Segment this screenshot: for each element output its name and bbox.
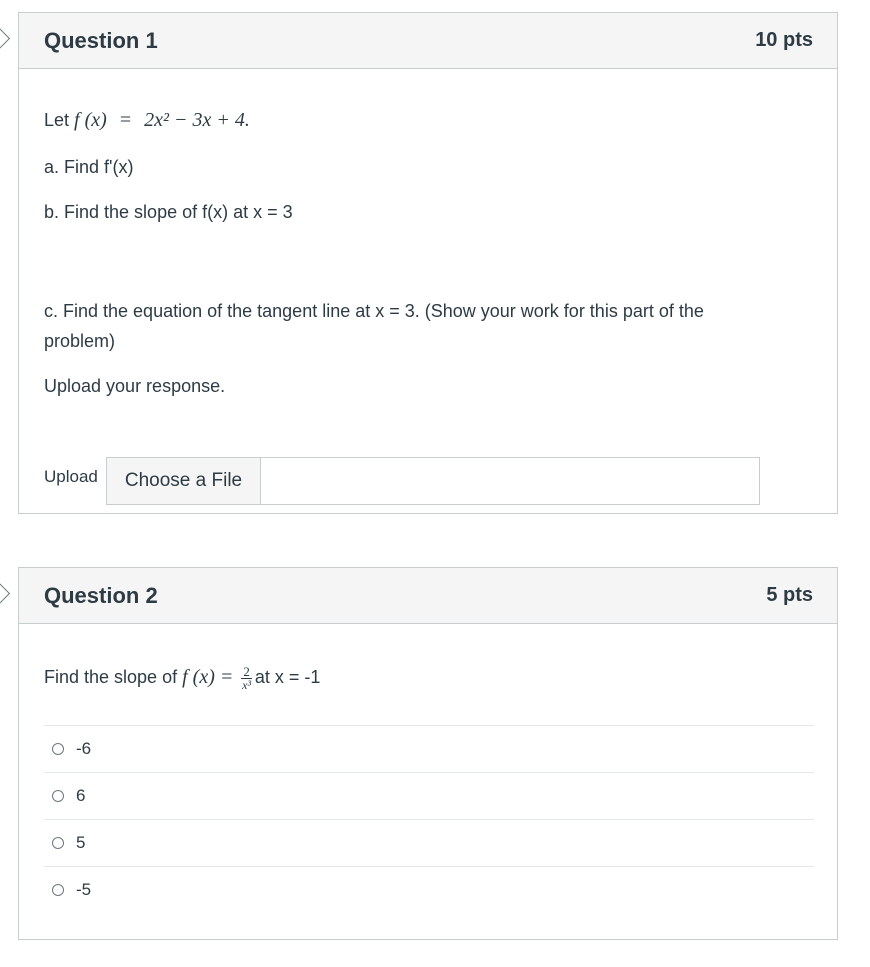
- radio-button[interactable]: [52, 837, 64, 849]
- fraction-numerator: 2: [243, 664, 250, 680]
- choose-file-button[interactable]: Choose a File: [107, 458, 261, 504]
- fraction-denominator: x³: [242, 678, 252, 693]
- question-2-points: 5 pts: [766, 584, 813, 606]
- part-c-text: c. Find the equation of the tangent line at x = 3. (Show your work for this part of the problem): [44, 301, 704, 351]
- answer-option[interactable]: [44, 772, 814, 819]
- flag-question-1-icon[interactable]: [0, 28, 10, 49]
- question-2-prompt: [44, 662, 777, 692]
- part-b-text: b. Find the slope of f(x) at x = 3: [44, 202, 293, 222]
- radio-button[interactable]: [52, 884, 64, 896]
- fraction: [241, 665, 252, 691]
- prompt-prefix: Find the slope of: [44, 667, 178, 687]
- answer-label: -5: [76, 880, 92, 899]
- question-2-title: Question 2: [44, 582, 158, 608]
- radio-button[interactable]: [52, 790, 64, 802]
- intro-prefix: Let: [44, 110, 70, 130]
- function-rhs: 2x² − 3x + 4.: [144, 109, 250, 131]
- question-1-title: Question 1: [44, 27, 158, 53]
- prompt-suffix: at x = -1: [254, 667, 321, 687]
- answer-option[interactable]: [44, 866, 814, 913]
- answer-label: -6: [76, 739, 92, 758]
- flag-question-2-icon[interactable]: [0, 583, 10, 604]
- answer-label: 5: [76, 833, 86, 852]
- upload-instruction: Upload your response.: [44, 376, 226, 396]
- radio-button[interactable]: [52, 743, 64, 755]
- question-2-box: [18, 567, 838, 940]
- file-upload-input[interactable]: [106, 457, 760, 505]
- question-2-header: [19, 568, 837, 624]
- equals-sign: =: [119, 109, 132, 131]
- question-1-box: [18, 12, 838, 514]
- answer-label: 6: [76, 786, 86, 805]
- part-a-text: a. Find f'(x): [44, 157, 134, 177]
- answer-option[interactable]: [44, 819, 814, 866]
- q2-function-lhs: f (x) =: [182, 666, 234, 688]
- function-lhs: f (x): [74, 109, 107, 131]
- answer-option[interactable]: [44, 725, 814, 772]
- upload-row: [44, 457, 760, 505]
- question-1-intro: [44, 105, 777, 135]
- upload-label: Upload: [44, 467, 98, 486]
- question-1-header: [19, 13, 837, 69]
- question-1-points: 10 pts: [755, 29, 813, 51]
